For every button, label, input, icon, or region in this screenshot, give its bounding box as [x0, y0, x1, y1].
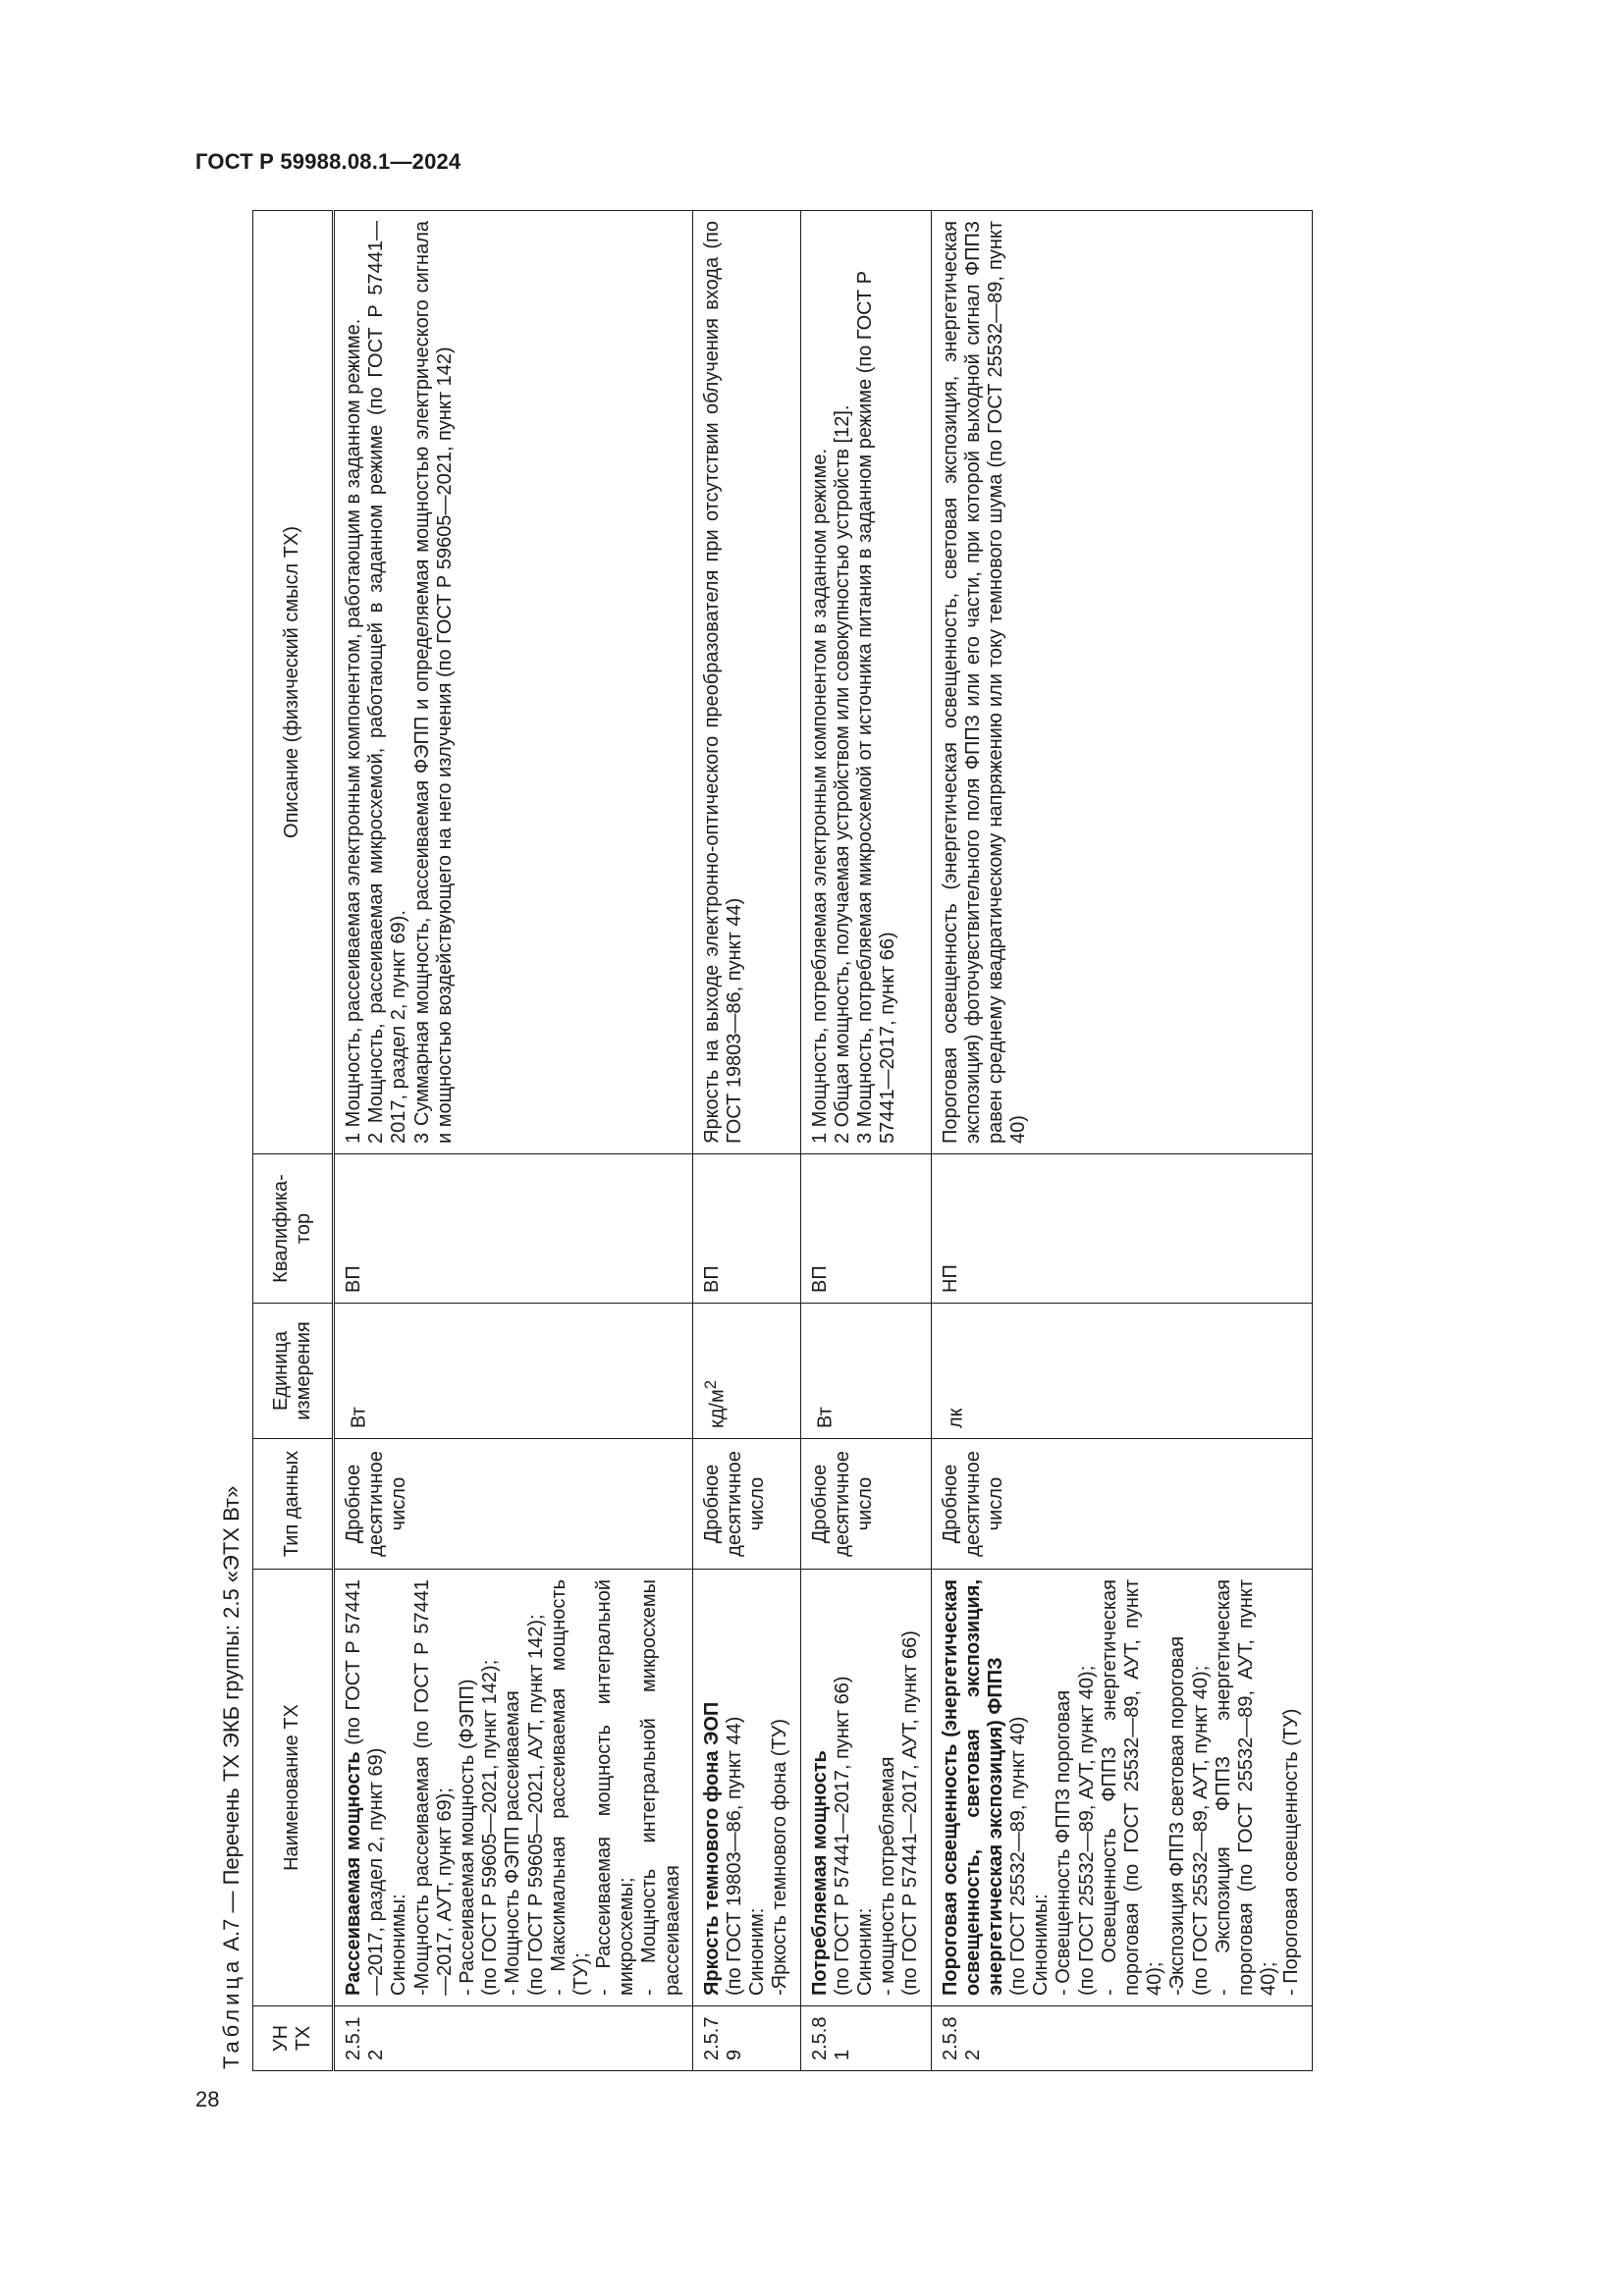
name-line: (по ГОСТ Р 59605—2021, АУТ, пункт 142); [524, 1614, 547, 1996]
name-bold: Пороговая освещенность (энергетическая освещенность, световая экспозиция, энергетическая экспозиция) ФППЗ [939, 1579, 1006, 1996]
rotated-table-block [211, 211, 1605, 2071]
cell-qualifier: ВП [334, 1154, 693, 1304]
name-line: (по ГОСТ Р 59605—2021, пункт 142); [479, 1659, 502, 1996]
desc-line: 2 Общая мощность, получаемая устройством или совокупностью устройств [12]. [831, 404, 853, 1144]
unit-text: лк [945, 1408, 967, 1428]
cell-unit [334, 1304, 693, 1439]
cell-type: Дробное десятичное число [334, 1439, 693, 1570]
col-header-unit: Единица измерения [253, 1304, 334, 1439]
col-header-code: УН ТХ [253, 2006, 334, 2071]
unit-text: кд/м [706, 1389, 729, 1428]
cell-unit [931, 1304, 1312, 1439]
table-row [800, 211, 931, 2071]
cell-description [692, 211, 800, 1154]
col-header-name: Наименование ТХ [253, 1570, 334, 2006]
table-header-row [253, 211, 334, 2071]
name-line: -Яркость темнового фона (ТУ) [769, 1718, 791, 1996]
cell-description [334, 211, 693, 1154]
col-header-qualifier: Квалифика-тор [253, 1154, 334, 1304]
cell-unit [800, 1304, 931, 1439]
unit-text: Вт [814, 1407, 837, 1428]
cell-name [800, 1570, 931, 2006]
name-bold: Потребляемая мощность [808, 1750, 831, 1996]
name-line: -Мощность рассеиваемая (по ГОСТ Р 57441—2017, АУТ, пункт 69); [410, 1579, 456, 1996]
name-line: - Освещенность ФППЗ энергетическая пороговая (по ГОСТ 25532—89, АУТ, пункт 40); [1098, 1579, 1166, 1996]
name-line: (по ГОСТ 19803—86, пункт 44) [724, 1716, 745, 1996]
name-line: - Максимальная рассеиваемая мощность (ТУ); [547, 1579, 592, 1996]
cell-qualifier: ВП [692, 1154, 800, 1304]
cell-qualifier: ВП [800, 1154, 931, 1304]
unit-text: Вт [348, 1407, 370, 1428]
name-bold: Яркость темнового фона ЭОП [700, 1701, 723, 1996]
table-caption [211, 211, 252, 2071]
name-line: Синоним: [746, 1907, 769, 1996]
name-line: - Мощность интегральной микросхемы рассеиваемая [638, 1579, 683, 1996]
name-line: (по ГОСТ Р 57441—2017, раздел 2, пункт 69) [343, 1579, 388, 1996]
cell-type: Дробное десятичное число [692, 1439, 800, 1570]
desc-line: 3 Мощность, потребляемая микросхемой от источника питания в заданном режиме (по ГОСТ Р 57441—2017, пункт 66) [853, 270, 899, 1144]
name-line: (по ГОСТ Р 57441—2017, АУТ, пункт 66) [899, 1630, 922, 1996]
desc-line: 3 Суммарная мощность, рассеиваемая ФЭПП и определяемая мощностью электрического сигнала и мощностью воздействующего на него излучения (по ГОСТ Р 59605—2021, пункт 142) [410, 221, 456, 1144]
cell-code: 2.5.79 [692, 2006, 800, 2071]
cell-code: 2.5.82 [931, 2006, 1312, 2071]
caption-text: А.7 — Перечень ТХ ЭКБ группы: 2.5 «ЭТХ Вт» [219, 1485, 244, 1957]
name-line: Синонимы: [1030, 1894, 1053, 1996]
desc-line: 2 Мощность, рассеиваемая микросхемой, работающей в заданном режиме (по ГОСТ Р 57441—2017, раздел 2, пункт 69). [365, 221, 410, 1144]
name-line: (по ГОСТ 25532—89, АУТ, пункт 40); [1189, 1665, 1212, 1996]
unit-superscript: 2 [700, 1380, 720, 1390]
name-line: - Экспозиция ФППЗ энергетическая пороговая (по ГОСТ 25532—89, АУТ, пункт 40); [1212, 1579, 1280, 1996]
caption-prefix: Таблица [219, 1956, 244, 2069]
name-bold: Рассеиваемая мощность [343, 1751, 364, 1996]
desc-line: Яркость на выходе электронно-оптического преобразователя при отсутствии облучения входа (по ГОСТ 19803—86, пункт 44) [700, 221, 745, 1144]
name-line: - Пороговая освещенность (ТУ) [1280, 1708, 1303, 1996]
name-line: Синонимы: [388, 1894, 410, 1996]
desc-line: Пороговая освещенность (энергетическая освещенность, световая экспозиция, энергетическая экспозиция) фоточувствительного поля ФППЗ или его части, при которой выходной сигнал ФППЗ равен среднему квадратическому напряжению или току темнового шума (по ГОСТ 25532—89, пункт 40) [939, 221, 1030, 1144]
cell-description [800, 211, 931, 1154]
cell-code: 2.5.81 [800, 2006, 931, 2071]
name-line: (по ГОСТ Р 57441—2017, пункт 66) [831, 1676, 853, 1996]
name-line: - Освещенность ФППЗ пороговая [1053, 1689, 1075, 1996]
cell-code: 2.5.12 [334, 2006, 693, 2071]
cell-type: Дробное десятичное число [800, 1439, 931, 1570]
cell-description [931, 211, 1312, 1154]
cell-qualifier: НП [931, 1154, 1312, 1304]
desc-line: 1 Мощность, потребляемая электронным компонентом в заданном режиме. [808, 448, 831, 1144]
col-header-type: Тип данных [253, 1439, 334, 1570]
characteristics-table [252, 210, 1313, 2071]
col-header-description: Описание (физический смысл ТХ) [253, 211, 334, 1154]
table-row [334, 211, 693, 2071]
name-line: - Мощность ФЭПП рассеиваемая [502, 1690, 524, 1996]
desc-line: 1 Мощность, рассеиваемая электронным компонентом, работающим в заданном режиме. [343, 318, 364, 1144]
name-line: - Рассеиваемая мощность (ФЭПП) [456, 1679, 478, 1996]
name-line: (по ГОСТ 25532—89, пункт 40) [1007, 1716, 1030, 1996]
cell-name [931, 1570, 1312, 2006]
document-header: ГОСТ Р 59988.08.1—2024 [195, 149, 461, 174]
name-line: - Рассеиваемая мощность интегральной микросхемы; [593, 1579, 638, 1996]
name-line: Синоним: [853, 1907, 876, 1996]
table-row [692, 211, 800, 2071]
page-number: 28 [195, 2087, 220, 2111]
cell-name [334, 1570, 693, 2006]
table-row [931, 211, 1312, 2071]
name-line: - мощность потребляемая [877, 1756, 899, 1996]
name-line: (по ГОСТ 25532—89, АУТ, пункт 40); [1075, 1665, 1098, 1996]
cell-name [692, 1570, 800, 2006]
cell-type: Дробное десятичное число [931, 1439, 1312, 1570]
name-line: -Экспозиция ФППЗ световая пороговая [1166, 1635, 1189, 1996]
cell-unit [692, 1304, 800, 1439]
